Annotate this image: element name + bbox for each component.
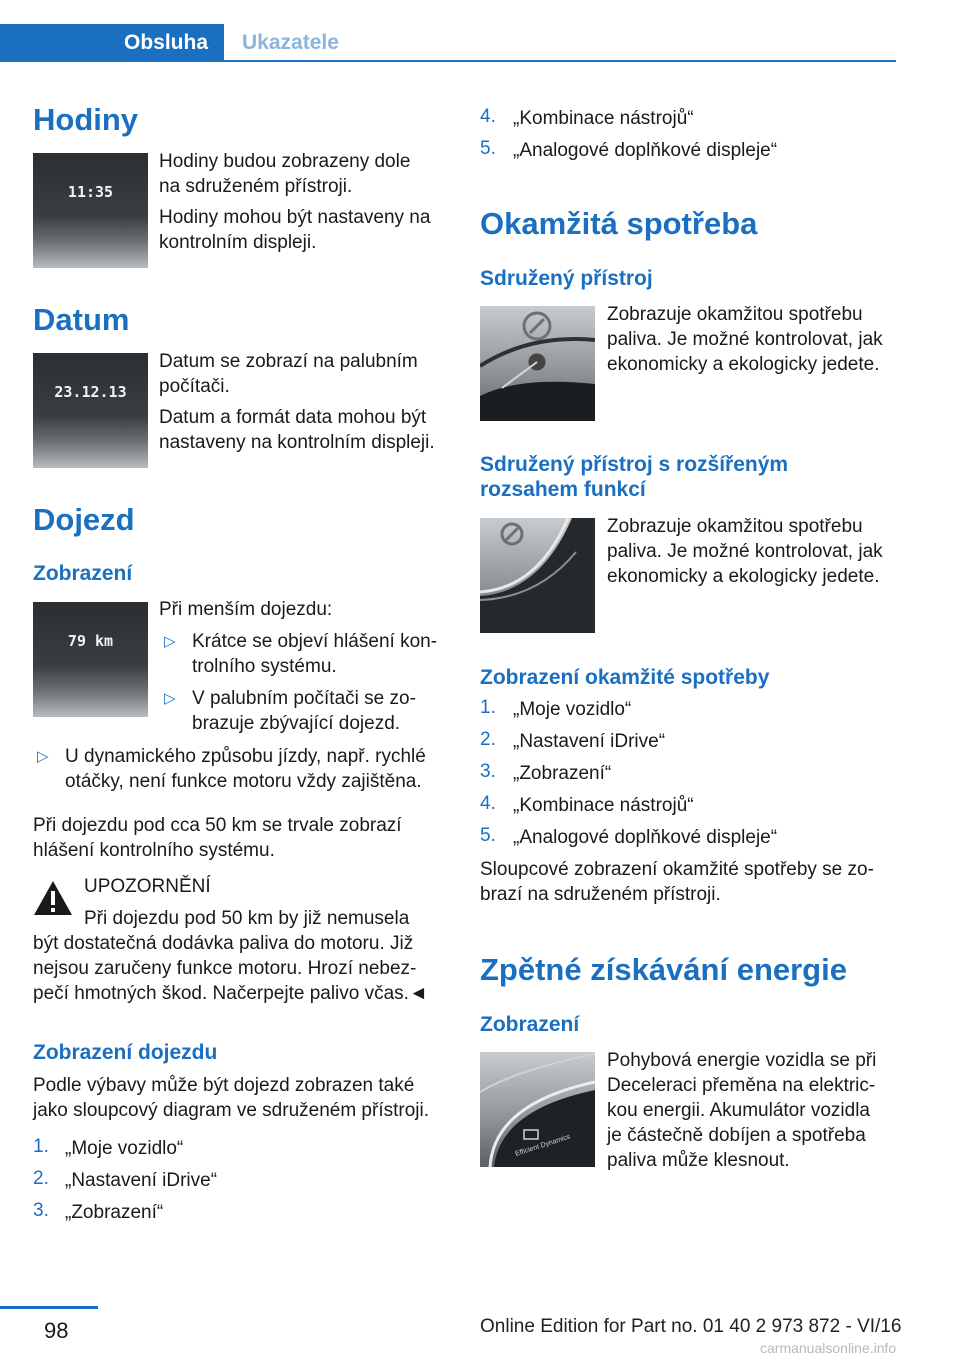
bullet-triangle-icon: ▷ (37, 748, 49, 765)
range-display-image (33, 602, 148, 717)
tab-underline (224, 60, 896, 62)
heading-hodiny: Hodiny (33, 102, 139, 137)
heading-okamzita-spotreba: Okamžitá spotřeba (480, 206, 758, 241)
dojezd-bullet-3b: otáčky, není funkce motoru vždy zajištěna. (65, 771, 422, 792)
step-text: „Nastavení iDrive“ (65, 1170, 218, 1191)
warning-icon (33, 880, 73, 916)
okamzita-para-a: Sloupcové zobrazení okamžité spotřeby se zo‐ (480, 859, 874, 880)
footer-rule (0, 1306, 98, 1309)
dojezd-bullet-2b: brazuje zbývající dojezd. (192, 713, 401, 734)
zpetne-line-5: paliva může klesnout. (607, 1150, 790, 1171)
hodiny-text-2a: Hodiny mohou být nastaveny na (159, 207, 431, 228)
datum-text-2a: Datum a formát data mohou být (159, 407, 427, 428)
dojezd-para-b: hlášení kontrolního systému. (33, 840, 275, 861)
step-text: „Moje vozidlo“ (513, 699, 632, 720)
edition-info: Online Edition for Part no. 01 40 2 973 872 - VI/16 (480, 1316, 902, 1337)
gauge-drawing (480, 306, 595, 421)
hodiny-text-1b: na sdruženém přístroji. (159, 176, 353, 197)
step-text: „Kombinace nástrojů“ (513, 108, 694, 129)
dojezd-sub2-para-a: Podle výbavy může být dojezd zobrazen také (33, 1075, 415, 1096)
step-number: 2. (480, 729, 496, 750)
okamzita-s2-a: Zobrazuje okamžitou spotřebu (607, 516, 863, 537)
dojezd-bullet-1a: Krátce se objeví hlášení kon‐ (192, 631, 438, 652)
clock-display-text: 11:35 (67, 183, 114, 201)
hodiny-text-2b: kontrolním displeji. (159, 232, 317, 253)
okamzita-s2-c: ekonomicky a ekologicky jedete. (607, 566, 880, 587)
step-number: 3. (480, 761, 496, 782)
zpetne-line-3: kou energii. Akumulátor vozidla (607, 1100, 870, 1121)
step-number: 1. (480, 697, 496, 718)
subheading-sdruzeny-pristroj: Sdružený přístroj (480, 267, 653, 290)
datum-text-1a: Datum se zobrazí na palubním (159, 351, 418, 372)
bullet-triangle-icon: ▷ (164, 633, 176, 650)
step-text: „Kombinace nástrojů“ (513, 795, 694, 816)
dojezd-intro: Při menším dojezdu: (159, 599, 333, 620)
step-number: 5. (480, 825, 496, 846)
datum-text-1b: počítači. (159, 376, 230, 397)
step-text: „Moje vozidlo“ (65, 1138, 184, 1159)
heading-zpetne-ziskavani: Zpětné získávání energie (480, 952, 847, 987)
efficient-dynamics-label: Efficient Dynamics (514, 1133, 572, 1158)
dojezd-para-a: Při dojezdu pod cca 50 km se trvale zobrazí (33, 815, 402, 836)
okamzita-s1-b: paliva. Je možné kontrolovat, jak (607, 329, 883, 350)
okamzita-s1-c: ekonomicky a ekologicky jedete. (607, 354, 880, 375)
tab-ukazatele[interactable]: Ukazatele (242, 31, 339, 54)
hodiny-text-1a: Hodiny budou zobrazeny dole (159, 151, 411, 172)
zpetne-line-1: Pohybová energie vozidla se při (607, 1050, 877, 1071)
step-text: „Analogové doplňkové displeje“ (513, 827, 778, 848)
recuperation-gauge-drawing (480, 1052, 595, 1167)
dojezd-bullet-3a: U dynamického způsobu jízdy, např. rychlé (65, 746, 426, 767)
header-tabs (0, 24, 896, 62)
zpetne-line-2: Deceleraci přeměna na elektric‐ (607, 1075, 876, 1096)
step-text: „Zobrazení“ (513, 763, 612, 784)
warning-text-d: pečí hmotných škod. Načerpejte palivo včas.◄ (33, 983, 428, 1004)
warning-title: UPOZORNĚNÍ (84, 876, 211, 897)
consumption-gauge-image (480, 306, 595, 421)
dojezd-bullet-2a: V palubním počítači se zo‐ (192, 688, 416, 709)
subheading-zobrazeni-dojezdu: Zobrazení dojezdu (33, 1041, 218, 1064)
range-display-text: 79 km (67, 632, 114, 650)
step-number: 4. (480, 106, 496, 127)
warning-text-b: být dostatečná dodávka paliva do motoru. Již (33, 933, 414, 954)
tab-obsluha[interactable]: Obsluha (0, 24, 224, 62)
date-display-text: 23.12.13 (54, 383, 127, 401)
watermark: carmanualsonline.info (760, 1340, 897, 1356)
okamzita-s2-b: paliva. Je možné kontrolovat, jak (607, 541, 883, 562)
step-text: „Analogové doplňkové displeje“ (513, 140, 778, 161)
step-text: „Zobrazení“ (65, 1202, 164, 1223)
clock-display-image (33, 153, 148, 268)
step-text: „Nastavení iDrive“ (513, 731, 666, 752)
recuperation-gauge-image (480, 1052, 595, 1167)
heading-dojezd: Dojezd (33, 502, 135, 537)
subheading-zobrazeni-zpetne: Zobrazení (480, 1013, 580, 1036)
okamzita-para-b: brazí na sdruženém přístroji. (480, 884, 721, 905)
subheading-zobrazeni: Zobrazení (33, 562, 133, 585)
step-number: 1. (33, 1136, 49, 1157)
subheading-rozsireny-a: Sdružený přístroj s rozšířeným (480, 453, 789, 476)
page-number: 98 (44, 1318, 69, 1343)
dojezd-bullet-1b: trolního systému. (192, 656, 337, 677)
step-number: 5. (480, 138, 496, 159)
heading-datum: Datum (33, 302, 130, 337)
extended-gauge-drawing (480, 518, 595, 633)
okamzita-s1-a: Zobrazuje okamžitou spotřebu (607, 304, 863, 325)
step-number: 3. (33, 1200, 49, 1221)
dojezd-sub2-para-b: jako sloupcový diagram ve sdruženém přístroji. (33, 1100, 430, 1121)
extended-gauge-image (480, 518, 595, 633)
bullet-triangle-icon: ▷ (164, 690, 176, 707)
subheading-zobrazeni-okamzite: Zobrazení okamžité spotřeby (480, 666, 770, 689)
date-display-image (33, 353, 148, 468)
subheading-rozsireny-b: rozsahem funkcí (480, 478, 646, 501)
step-number: 4. (480, 793, 496, 814)
warning-text-c: nejsou zaručeny funkce motoru. Hrozí nebez‐ (33, 958, 417, 979)
datum-text-2b: nastaveny na kontrolním displeji. (159, 432, 435, 453)
zpetne-line-4: je částečně dobíjen a spotřeba (607, 1125, 866, 1146)
step-number: 2. (33, 1168, 49, 1189)
warning-text-a: Při dojezdu pod 50 km by již nemusela (84, 908, 410, 929)
